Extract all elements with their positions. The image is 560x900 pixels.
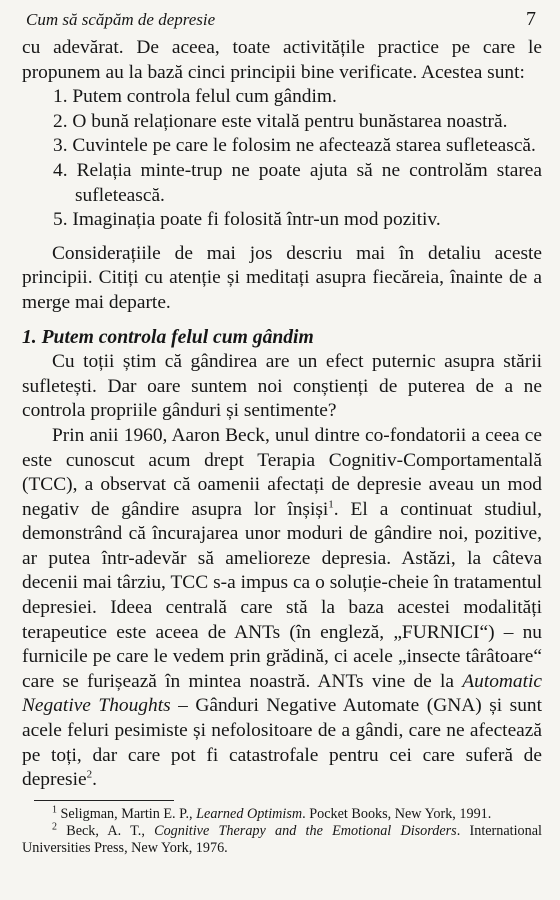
paragraph-text: – Gânduri Negative Automate (GNA) și sunt acele feluri pesimiste și nefolositoare de a gândi, care ne afectează pe toți, dar care pot fi catastrofale pentru cei care suferă de depresie <box>22 695 542 791</box>
footnote-book-title: Cognitive Therapy and the Emotional Disorders <box>154 822 457 839</box>
considerations-paragraph: Considerațiile de mai jos descriu mai în detaliu aceste principii. Citiți cu atenție și meditați asupra fiecăreia, înainte de a merge mai departe. <box>22 242 542 313</box>
footnote-ref-1: 1 <box>328 498 334 511</box>
page-header <box>22 6 542 36</box>
principle-item: 5. Imaginația poate fi folosită într-un mod pozitiv. <box>53 209 441 231</box>
principle-item: 1. Putem controla felul cum gândim. <box>53 86 337 108</box>
footnote-number: 2 <box>52 821 57 833</box>
footnote-text: . Pocket Books, New York, 1991. <box>302 805 492 822</box>
principles-list <box>22 85 542 233</box>
footnote-1 <box>22 806 542 823</box>
principle-item: 2. O bună relaționare este vitală pentru bunăstarea noastră. <box>53 110 508 132</box>
principle-item: 3. Cuvintele pe care le folosim ne afectează starea sufletească. <box>53 135 536 157</box>
principle-item: 4. Relația minte-trup ne poate ajuta să ne controlăm starea sufletească. <box>53 159 542 206</box>
footnote-text: Seligman, Martin E. P., <box>57 805 197 822</box>
italic-term: Automatic Negative Thoughts <box>22 670 542 717</box>
footnote-text: . International Universities Press, New York, 1976. <box>22 822 542 856</box>
intro-paragraph: cu adevărat. De aceea, toate activitățile practice pe care le propunem au la bază cinci principii bine verificate. Acestea sunt: <box>22 37 542 83</box>
footnote-2 <box>22 823 542 857</box>
footnote-text: Beck, A. T., <box>57 822 155 839</box>
paragraph-text: Prin anii 1960, Aaron Beck, unul dintre co-fondatorii a ceea ce este cunoscut acum drept Terapia Cognitiv-Comportamentală (TCC), a observat că oamenii afectați de depresie aveau un mod negativ de gândire asupra lor înșiși <box>22 424 542 520</box>
section-paragraph-1: Cu toții știm că gândirea are un efect puternic asupra stării sufletești. Dar oare suntem noi conștienți de puterea de a ne controla propriile gânduri și sentimente? <box>22 351 542 422</box>
footnotes <box>22 806 542 857</box>
paragraph-text: . <box>92 769 97 791</box>
section-title: 1. Putem controla felul cum gândim <box>22 326 314 348</box>
section-paragraph-2 <box>22 424 542 793</box>
footnote-ref-2: 2 <box>86 768 93 781</box>
footnote-divider <box>34 800 174 801</box>
running-title: Cum să scăpăm de depresie <box>26 10 216 29</box>
paragraph-text: . El a continuat studiul, demonstrând că încurajarea unor moduri de gândire noi, pozitive, ar putea într-adevăr să amelioreze depresia. Astăzi, la câteva decenii mai târziu, TCC s-a impus ca o soluție-cheie în tratamentul depresiei. Ideea centrală care stă la baza acestei modalități terapeutice este aceea de ANTs (în engleză, „FURNICI“) – nu furnicile pe care le vedem prin grădină, ci acele „insecte târâtoare“ care se furișează în mintea noastră. ANTs vine de la <box>22 498 542 692</box>
page-number: 7 <box>526 8 536 30</box>
footnote-number: 1 <box>52 804 57 816</box>
footnote-book-title: Learned Optimism <box>196 805 303 822</box>
